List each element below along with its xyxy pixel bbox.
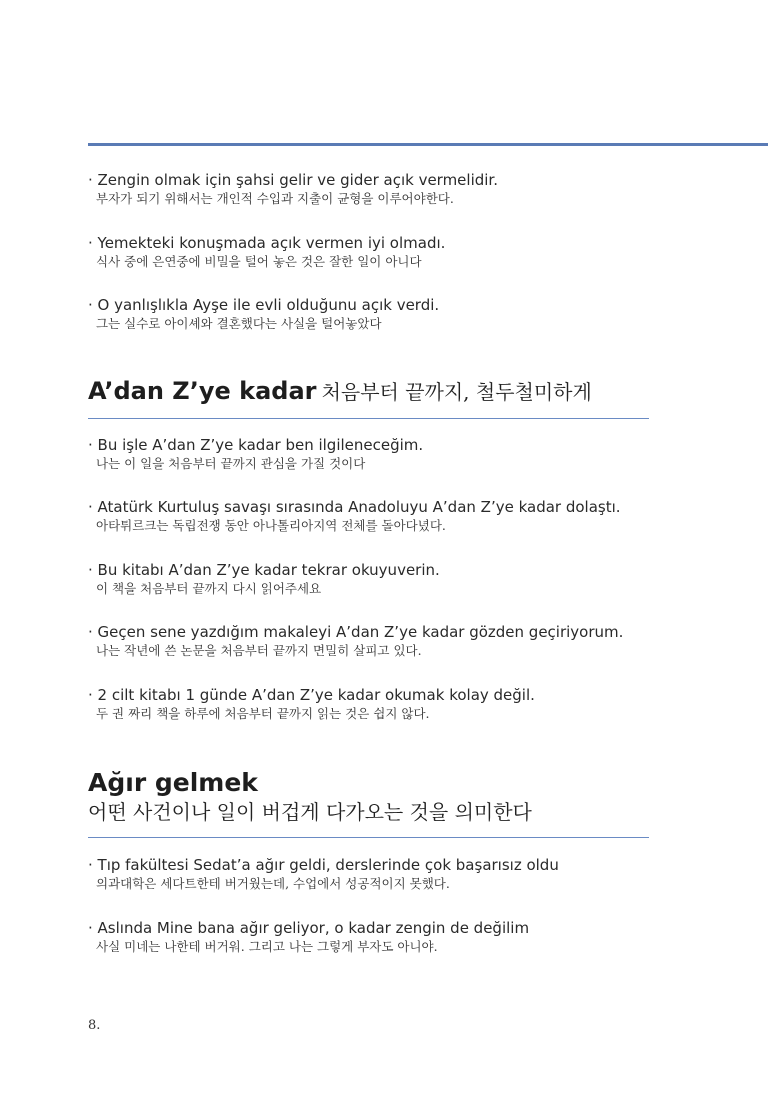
turkish-sentence: · Bu kitabı A’dan Z’ye kadar tekrar okuyuverin. <box>88 561 440 579</box>
section-title-korean: 어떤 사건이나 일이 버겁게 다가오는 것을 의미한다 <box>88 800 532 824</box>
top-divider <box>88 143 768 146</box>
example-item <box>88 170 708 208</box>
korean-translation: 의과대학은 세다트한테 버거웠는데, 수업에서 성공적이지 못했다. <box>96 876 450 891</box>
section-divider <box>88 418 649 419</box>
example-item <box>88 918 708 956</box>
turkish-sentence: · Aslında Mine bana ağır geliyor, o kadar zengin de değilim <box>88 919 530 937</box>
korean-translation: 나는 이 일을 처음부터 끝까지 관심을 가질 것이다 <box>96 456 366 471</box>
korean-translation: 두 권 짜리 책을 하루에 처음부터 끝까지 읽는 것은 쉽지 않다. <box>96 706 430 721</box>
turkish-sentence: · Zengin olmak için şahsi gelir ve gider açık vermelidir. <box>88 171 498 189</box>
example-item <box>88 855 708 893</box>
example-item <box>88 233 708 271</box>
korean-translation: 나는 작년에 쓴 논문을 처음부터 끝까지 면밀히 살피고 있다. <box>96 643 422 658</box>
example-item <box>88 435 708 473</box>
section-heading <box>88 768 532 826</box>
turkish-sentence: · Bu işle A’dan Z’ye kadar ben ilgileneceğim. <box>88 436 424 454</box>
section-title-turkish: Ağır gelmek <box>88 768 258 797</box>
section-title-turkish: A’dan Z’ye kadar <box>88 377 317 405</box>
korean-translation: 사실 미네는 나한테 버거워. 그리고 나는 그렇게 부자도 아니야. <box>96 939 438 954</box>
section-heading <box>88 376 592 405</box>
section-divider <box>88 837 649 838</box>
korean-translation: 식사 중에 은연중에 비밀을 털어 놓은 것은 잘한 일이 아니다 <box>96 254 422 269</box>
korean-translation: 아타튀르크는 독립전쟁 동안 아나톨리아지역 전체를 돌아다녔다. <box>96 518 446 533</box>
turkish-sentence: · O yanlışlıkla Ayşe ile evli olduğunu açık verdi. <box>88 296 440 314</box>
korean-translation: 부자가 되기 위해서는 개인적 수입과 지출이 균형을 이루어야한다. <box>96 191 454 206</box>
korean-translation: 그는 실수로 아이셰와 결혼했다는 사실을 털어놓았다 <box>96 316 382 331</box>
korean-translation: 이 책을 처음부터 끝까지 다시 읽어주세요 <box>96 581 322 596</box>
example-item <box>88 685 708 723</box>
example-item <box>88 295 708 333</box>
section-title-korean: 처음부터 끝까지, 철두철미하게 <box>321 380 592 404</box>
example-item <box>88 497 708 535</box>
turkish-sentence: · Atatürk Kurtuluş savaşı sırasında Anadoluyu A’dan Z’ye kadar dolaştı. <box>88 498 621 516</box>
example-item <box>88 560 708 598</box>
turkish-sentence: · Tıp fakültesi Sedat’a ağır geldi, derslerinde çok başarısız oldu <box>88 856 559 874</box>
page-number: 8. <box>88 1018 101 1033</box>
turkish-sentence: · 2 cilt kitabı 1 günde A’dan Z’ye kadar okumak kolay değil. <box>88 686 535 704</box>
example-item <box>88 622 708 660</box>
turkish-sentence: · Yemekteki konuşmada açık vermen iyi olmadı. <box>88 234 446 252</box>
turkish-sentence: · Geçen sene yazdığım makaleyi A’dan Z’ye kadar gözden geçiriyorum. <box>88 623 624 641</box>
